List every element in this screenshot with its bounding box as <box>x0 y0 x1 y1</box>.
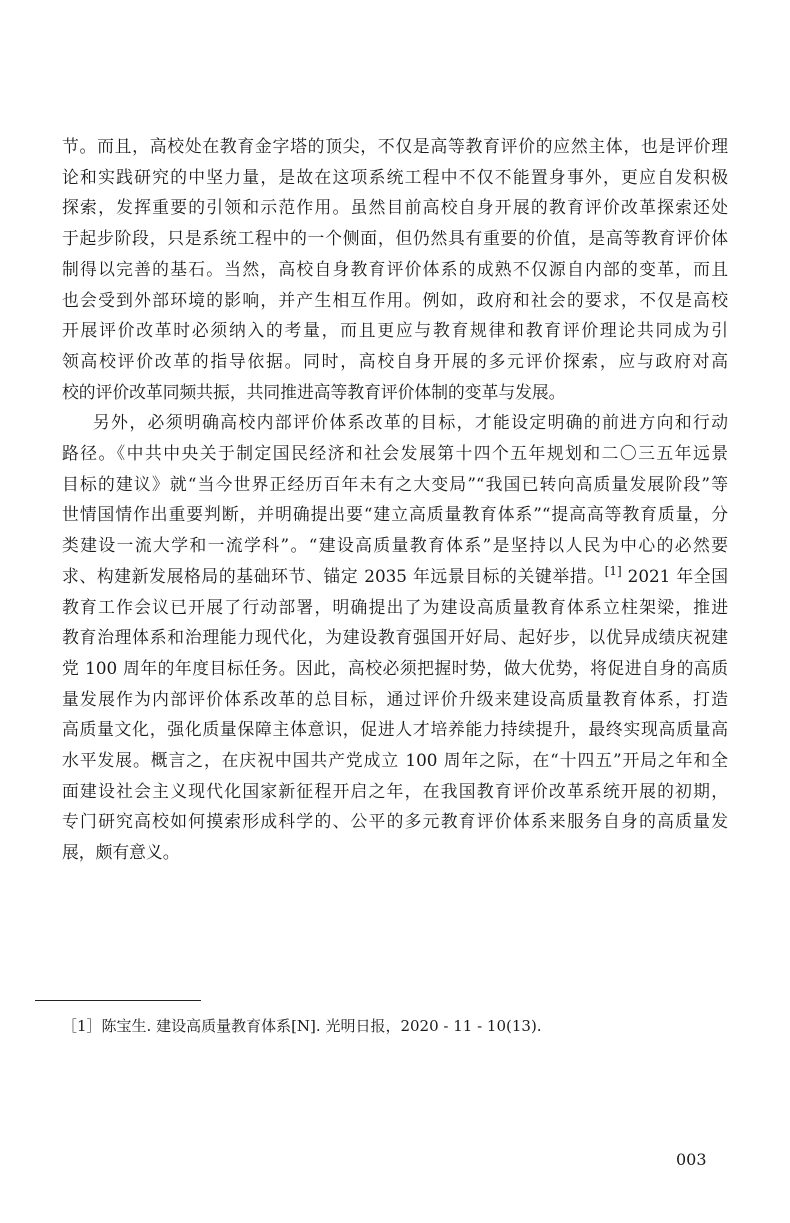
text-line: 也会受到外部环境的影响，并产生相互作用。例如，政府和社会的要求，不仅是高校 <box>62 289 728 310</box>
text-line: 面建设社会主义现代化国家新征程开启之年，在我国教育评价改革系统开展的初期， <box>62 780 728 801</box>
text-line: 教育工作会议已开展了行动部署，明确提出了为建设高质量教育体系立柱架梁，推进 <box>62 596 728 617</box>
footnote: ［1］陈宝生. 建设高质量教育体系[N]. 光明日报，2020 - 11 - 10(13). <box>62 1017 542 1035</box>
text-line: 类建设一流大学和一流学科”。“建设高质量教育体系”是坚持以人民为中心的必然要 <box>62 535 728 556</box>
text-line: 量发展作为内部评价体系改革的总目标，通过评价升级来建设高质量教育体系，打造 <box>62 688 728 709</box>
text-line: 节。而且，高校处在教育金字塔的顶尖，不仅是高等教育评价的应然主体，也是评价理 <box>62 136 728 156</box>
text-line: 领高校评价改革的指导依据。同时，高校自身开展的多元评价探索，应与政府对高 <box>62 350 728 371</box>
paragraph <box>62 407 728 868</box>
text-line: 高质量文化，强化质量保障主体意识，促进人才培养能力持续提升，最终实现高质量高 <box>62 719 728 740</box>
footnote-reference[interactable]: [1] <box>604 563 622 578</box>
text-line <box>62 561 728 592</box>
text-segment: 求、构建新发展格局的基础环节、锚定 2035 年远景目标的关键举措。 <box>62 565 605 586</box>
text-line: 开展评价改革时必须纳入的考量，而且更应与教育规律和教育评价理论共同成为引 <box>62 320 728 341</box>
footnote-divider <box>35 1000 201 1001</box>
text-line: 专门研究高校如何摸索形成科学的、公平的多元教育评价体系来服务自身的高质量发 <box>62 811 728 832</box>
text-line: 路径。《中共中央关于制定国民经济和社会发展第十四个五年规划和二〇三五年远景 <box>62 443 728 464</box>
text-line: 另外，必须明确高校内部评价体系改革的目标，才能设定明确的前进方向和行动 <box>93 412 728 433</box>
text-line: 制得以完善的基石。当然，高校自身教育评价体系的成熟不仅源自内部的变革，而且 <box>62 258 728 279</box>
text-line: 党 100 周年的年度目标任务。因此，高校必须把握时势，做大优势，将促进自身的高质 <box>62 657 728 678</box>
page-number: 003 <box>676 1150 707 1169</box>
text-line: 校的评价改革同频共振，共同推进高等教育评价体制的变革与发展。 <box>62 381 566 402</box>
text-segment: 2021 年全国 <box>621 565 728 586</box>
text-line: 世情国情作出重要判断，并明确提出要“建立高质量教育体系”“提高高等教育质量，分 <box>62 504 728 525</box>
text-line: 于起步阶段，只是系统工程中的一个侧面，但仍然具有重要的价值，是高等教育评价体 <box>62 228 728 249</box>
text-line: 探索，发挥重要的引领和示范作用。虽然目前高校自身开展的教育评价改革探索还处 <box>62 197 728 218</box>
text-line: 水平发展。概言之，在庆祝中国共产党成立 100 周年之际，在“十四五”开局之年和全 <box>62 750 728 771</box>
text-line: 论和实践研究的中坚力量，是故在这项系统工程中不仅不能置身事外，更应自发积极 <box>62 166 728 187</box>
paragraph <box>62 131 728 407</box>
text-line: 教育治理体系和治理能力现代化，为建设教育强国开好局、起好步，以优异成绩庆祝建 <box>62 627 728 648</box>
text-line: 展，颇有意义。 <box>62 842 180 863</box>
body-text <box>62 131 728 868</box>
text-line: 目标的建议》就“当今世界正经历百年未有之大变局”“我国已转向高质量发展阶段”等 <box>62 473 728 494</box>
